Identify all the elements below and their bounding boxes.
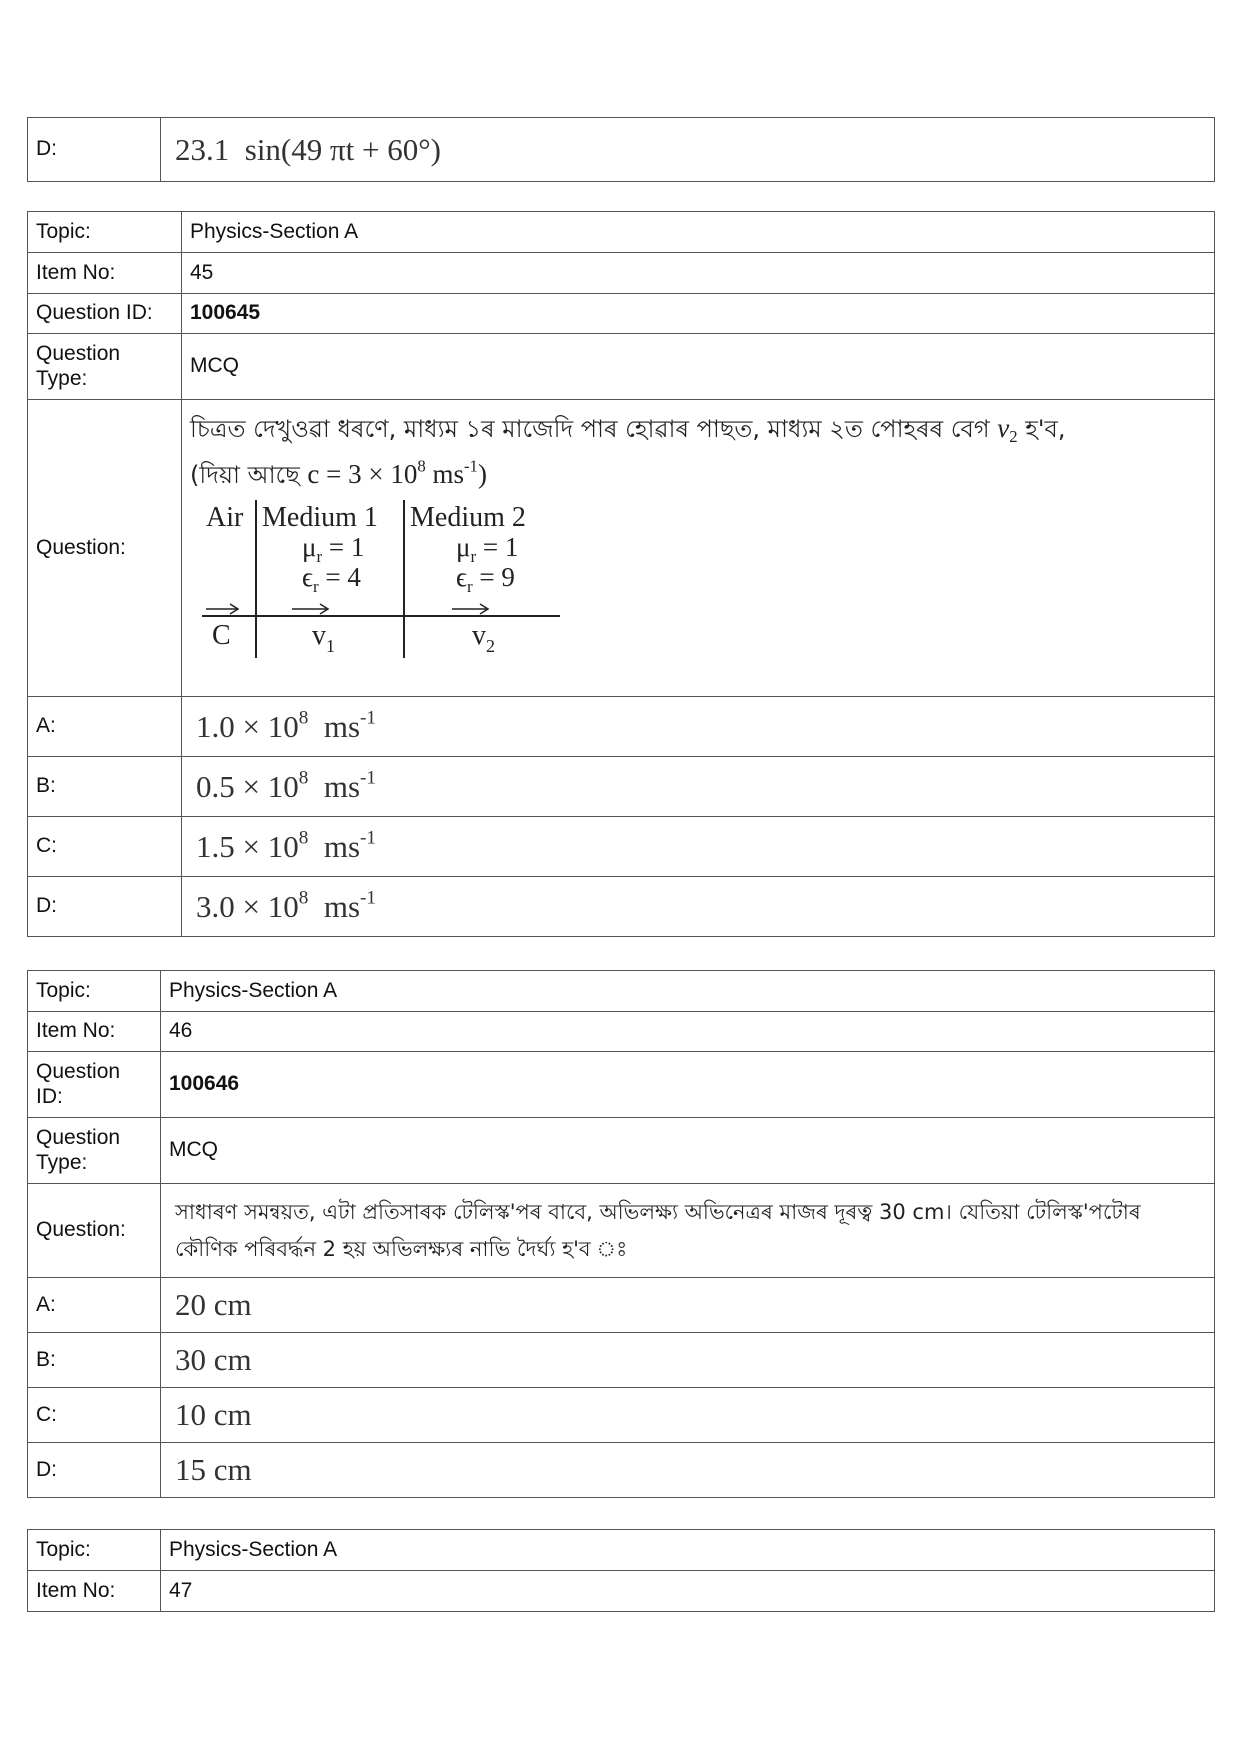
topic-value: Physics-Section A — [182, 212, 1215, 253]
option-value: 10 cm — [161, 1388, 1215, 1443]
item-no-row — [28, 1571, 1215, 1612]
option-label: A: — [28, 1278, 161, 1333]
label-medium-2: Medium 2 — [410, 501, 526, 533]
option-row-c — [28, 817, 1215, 877]
topic-label: Topic: — [28, 971, 161, 1012]
question-body — [182, 400, 1215, 697]
item-no-label: Item No: — [28, 253, 182, 294]
option-value: 30 cm — [161, 1333, 1215, 1388]
question-type-row — [28, 1118, 1215, 1184]
question-block-47 — [27, 1529, 1215, 1612]
option-label: C: — [28, 817, 182, 877]
question-type-label: Question Type: — [28, 1118, 161, 1184]
question-body — [161, 1184, 1215, 1278]
option-value: $1.0 \times 10^8$ $ms^{-1}$ — [182, 697, 1215, 757]
question-id-row — [28, 1052, 1215, 1118]
question-id-value: 100646 — [161, 1052, 1215, 1118]
question-label: Question: — [28, 400, 182, 697]
item-no-value: 47 — [161, 1571, 1215, 1612]
topic-row — [28, 971, 1215, 1012]
option-row-a — [28, 697, 1215, 757]
option-label: D: — [28, 118, 161, 182]
option-row-d — [28, 118, 1215, 182]
topic-value: Physics-Section A — [161, 971, 1215, 1012]
question-id-value: 100645 — [182, 294, 1215, 334]
label-air: Air — [206, 501, 244, 533]
question-type-value: MCQ — [161, 1118, 1215, 1184]
option-label: B: — [28, 1333, 161, 1388]
item-no-label: Item No: — [28, 1012, 161, 1052]
option-label: B: — [28, 757, 182, 817]
question-block-44-tail — [27, 117, 1215, 182]
topic-value: Physics-Section A — [161, 1530, 1215, 1571]
option-label: A: — [28, 697, 182, 757]
option-row-d — [28, 1443, 1215, 1498]
question-type-row — [28, 334, 1215, 400]
label-c: C — [212, 619, 231, 651]
item-no-row — [28, 1012, 1215, 1052]
option-value: 15 cm — [161, 1443, 1215, 1498]
question-text-line-2: কৌণিক পৰিবৰ্দ্ধন 2 হয় অভিলক্ষ্যৰ নাভি দৈৰ্ঘ্য হ'ব ঃ — [175, 1236, 628, 1261]
mu-1: $\mu_r = 1$ — [302, 531, 365, 566]
option-row-c — [28, 1388, 1215, 1443]
topic-row — [28, 212, 1215, 253]
question-id-label: Question ID: — [28, 1052, 161, 1118]
option-value: 20 cm — [161, 1278, 1215, 1333]
topic-label: Topic: — [28, 1530, 161, 1571]
question-label: Question: — [28, 1184, 161, 1278]
epsilon-2: $\epsilon_r = 9$ — [456, 561, 515, 596]
question-type-label: Question Type: — [28, 334, 182, 400]
option-label: C: — [28, 1388, 161, 1443]
label-v1: $v_1$ — [312, 619, 335, 656]
option-value: $3.0 \times 10^8$ $ms^{-1}$ — [182, 877, 1215, 937]
question-block-46 — [27, 970, 1215, 1498]
option-value: $0.5 \times 10^8$ $ms^{-1}$ — [182, 757, 1215, 817]
question-row — [28, 1184, 1215, 1278]
epsilon-1: $\epsilon_r = 4$ — [302, 561, 361, 596]
question-text-line-2: (দিয়া আছে $c = 3 \times 10^8$ $ms^{-1}$) — [190, 456, 487, 489]
option-label: D: — [28, 877, 182, 937]
question-text-line-1: সাধাৰণ সমন্বয়ত, এটা প্ৰতিসাৰক টেলিস্ক'পৰ বাবে, অভিলক্ষ্য অভিনেত্ৰৰ মাজৰ দূৰত্ব 30 cm। যেতিয়া টেলিস্ক'পটোৰ — [175, 1199, 1141, 1224]
option-row-b — [28, 1333, 1215, 1388]
item-no-label: Item No: — [28, 1571, 161, 1612]
item-no-value: 46 — [161, 1012, 1215, 1052]
media-diagram — [190, 500, 570, 662]
item-no-value: 45 — [182, 253, 1215, 294]
mu-2: $\mu_r = 1$ — [456, 531, 519, 566]
question-id-label: Question ID: — [28, 294, 182, 334]
option-row-b — [28, 757, 1215, 817]
label-v2: $v_2$ — [472, 619, 495, 656]
question-type-value: MCQ — [182, 334, 1215, 400]
item-no-row — [28, 253, 1215, 294]
topic-row — [28, 1530, 1215, 1571]
question-id-row — [28, 294, 1215, 334]
topic-label: Topic: — [28, 212, 182, 253]
question-block-45 — [27, 211, 1215, 937]
option-label: D: — [28, 1443, 161, 1498]
question-text-line-1: চিত্ৰত দেখুওৱা ধৰণে, মাধ্যম ১ৰ মাজেদি পাৰ হোৱাৰ পাছত, মাধ্যম ২ত পোহৰৰ বেগ $v_2$ হ'ব, — [190, 413, 1066, 447]
option-row-a — [28, 1278, 1215, 1333]
option-value: $1.5 \times 10^8$ $ms^{-1}$ — [182, 817, 1215, 877]
option-value: 23.1 sin(49 πt + 60°) — [161, 118, 1215, 182]
label-medium-1: Medium 1 — [262, 501, 378, 533]
question-row — [28, 400, 1215, 697]
option-row-d — [28, 877, 1215, 937]
